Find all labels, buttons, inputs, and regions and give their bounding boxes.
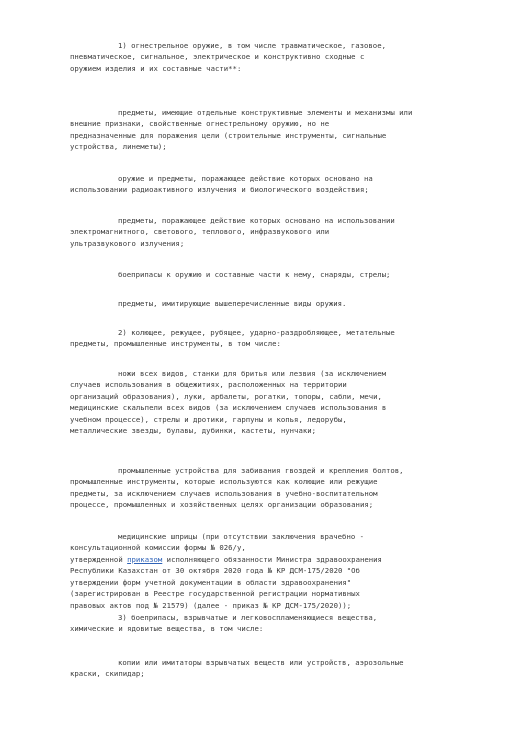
paragraph-ammunition: боеприпасы к оружию и составные части к нему, снаряды, стрелы; [118, 270, 391, 279]
paragraph-radiation-items: предметы, поражающее действие которых основано на использовании электромагнитного, светового, теплового, инфразвукового или ультразвукового излучения; [70, 216, 395, 248]
paragraph-cold-weapons: 2) колющее, режущее, рубящее, ударно-раздробляющее, метательные предметы, промышленные инструменты, в том числе: [70, 328, 395, 349]
paragraph-firearm-like-items: предметы, имеющие отдельные конструктивные элементы и механизмы или внешние признаки, свойственные огнестрельному оружию, но не предназначенные для поражения цели (строительные инструменты, сигнальные устройства, линеметы); [70, 108, 413, 152]
paragraph-industrial-devices: промышленные устройства для забивания гвоздей и крепления болтов, промышленные инструменты, которые используются как колющие или режущие предметы, за исключением случаев использования в учебно-воспитательном процессе, промышленных и хозяйственных целях организации образования; [70, 466, 404, 510]
paragraph-firearms: 1) огнестрельное оружие, в том числе травматическое, газовое, пневматическое, сигнальное, электрическое и конструктивно сходные с оружием изделия и их составные части**: [70, 41, 386, 73]
paragraph-syringes: медицинские шприцы (при отсутствии заключения врачебно - консультационной комиссии формы № 026/у, [70, 532, 365, 553]
paragraph-explosive-imitations: копии или имитаторы взрывчатых веществ или устройств, аэрозольные краски, скипидар; [70, 658, 404, 679]
paragraph-order-reference [70, 554, 482, 611]
order-link[interactable]: приказом [127, 555, 163, 564]
paragraph-radioactive-weapons: оружие и предметы, поражающее действие которых основано на использовании радиоактивного излучения и биологического воздействия; [70, 174, 373, 195]
order-text-before: утвержденной [70, 555, 128, 564]
paragraph-explosives: 3) боеприпасы, взрывчатые и легковоспламеняющиеся вещества, химические и ядовитые вещества, в том числе: [70, 613, 378, 634]
paragraph-imitation-weapons: предметы, имитирующие вышеперечисленные виды оружия. [118, 299, 347, 308]
order-text-after: исполняющего обязанности Министра здравоохранения Республики Казахстан от 30 октября 2020 года № КР ДСМ-175/2020 "Об утверждении форм учетной документации в области здравоохранения" (зарегистрирован в Реестре государственной регистрации нормативных правовых актов под № 21579) (далее - приказ № КР ДСМ-175/2020)); [70, 555, 382, 610]
paragraph-knives: ножи всех видов, станки для бритья или лезвия (за исключением случаев использования в общежитиях, расположенных на территории организаций образования), луки, арбалеты, рогатки, топоры, сабли, мечи, медицинские скальпели всех видов (за исключением случаев использования в учебном процессе), стрелы и дротики, гарпуны и копья, ледорубы, металлические звезды, булавы, дубинки, кастеты, нунчаки; [70, 369, 387, 436]
